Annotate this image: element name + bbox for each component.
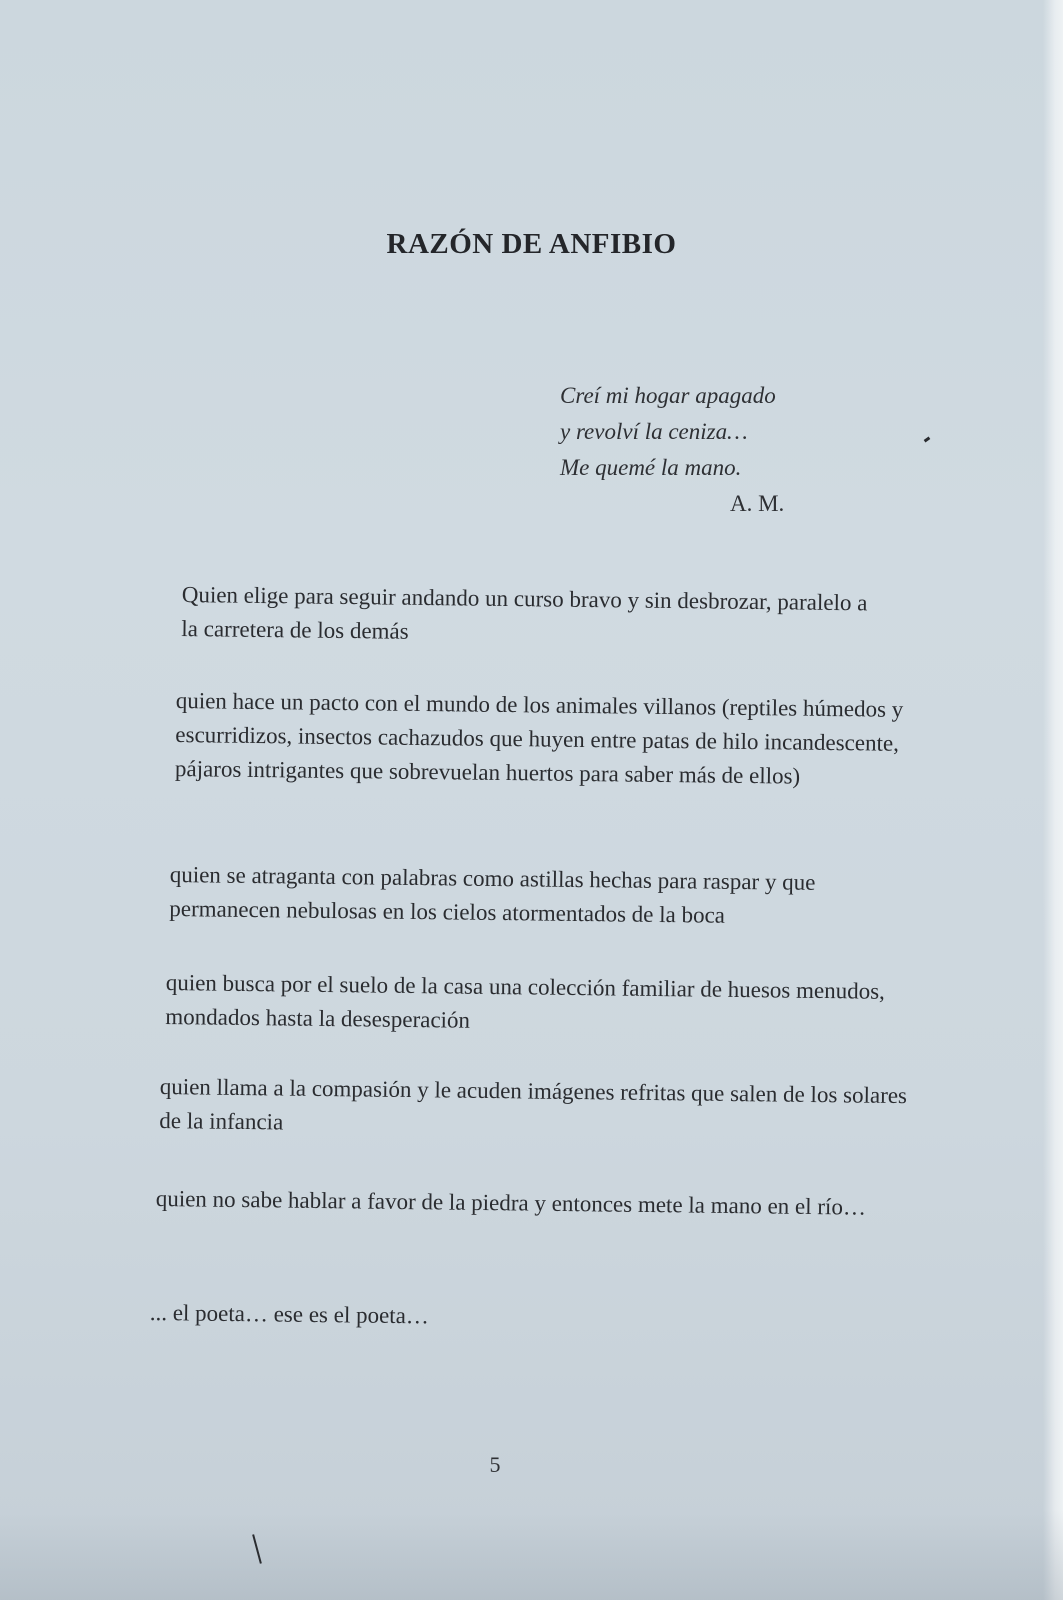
stanza-2: quien hace un pacto con el mundo de los animales villanos (reptiles húmedos y escurridizos, insectos cachazudos que huyen entre patas de hilo incandescente, pájaros intrigantes que sobrevuelan huertos para saber más de ellos)	[174, 687, 904, 789]
stanza-5: quien llama a la compasión y le acuden imágenes refritas que salen de los solares de la infancia	[159, 1073, 908, 1135]
epigraph	[560, 378, 860, 522]
stanza-1: Quien elige para seguir andando un curso bravo y sin desbrozar, paralelo a la carretera de los demás	[181, 581, 868, 644]
poem-title: RAZÓN DE ANFIBIO	[386, 228, 677, 260]
stanza-6: quien no sabe hablar a favor de la piedra y entonces mete la mano en el río…	[155, 1185, 867, 1220]
ink-speck	[924, 437, 931, 443]
stanza-3: quien se atraganta con palabras como astillas hechas para raspar y que permanecen nebulosas en los cielos atormentados de la boca	[169, 861, 816, 928]
stanza-7: ... el poeta… ese es el poeta…	[149, 1299, 430, 1329]
epigraph-line: Me quemé la mano.	[560, 455, 742, 480]
epigraph-author: A. M.	[730, 491, 785, 516]
page-number: 5	[489, 1452, 501, 1477]
page-bottom-shadow	[0, 1510, 1063, 1600]
epigraph-line: y revolví la ceniza…	[560, 419, 748, 444]
epigraph-line: Creí mi hogar apagado	[560, 383, 776, 408]
stanza-4: quien busca por el suelo de la casa una colección familiar de huesos menudos, mondados hasta la desesperación	[165, 969, 886, 1033]
